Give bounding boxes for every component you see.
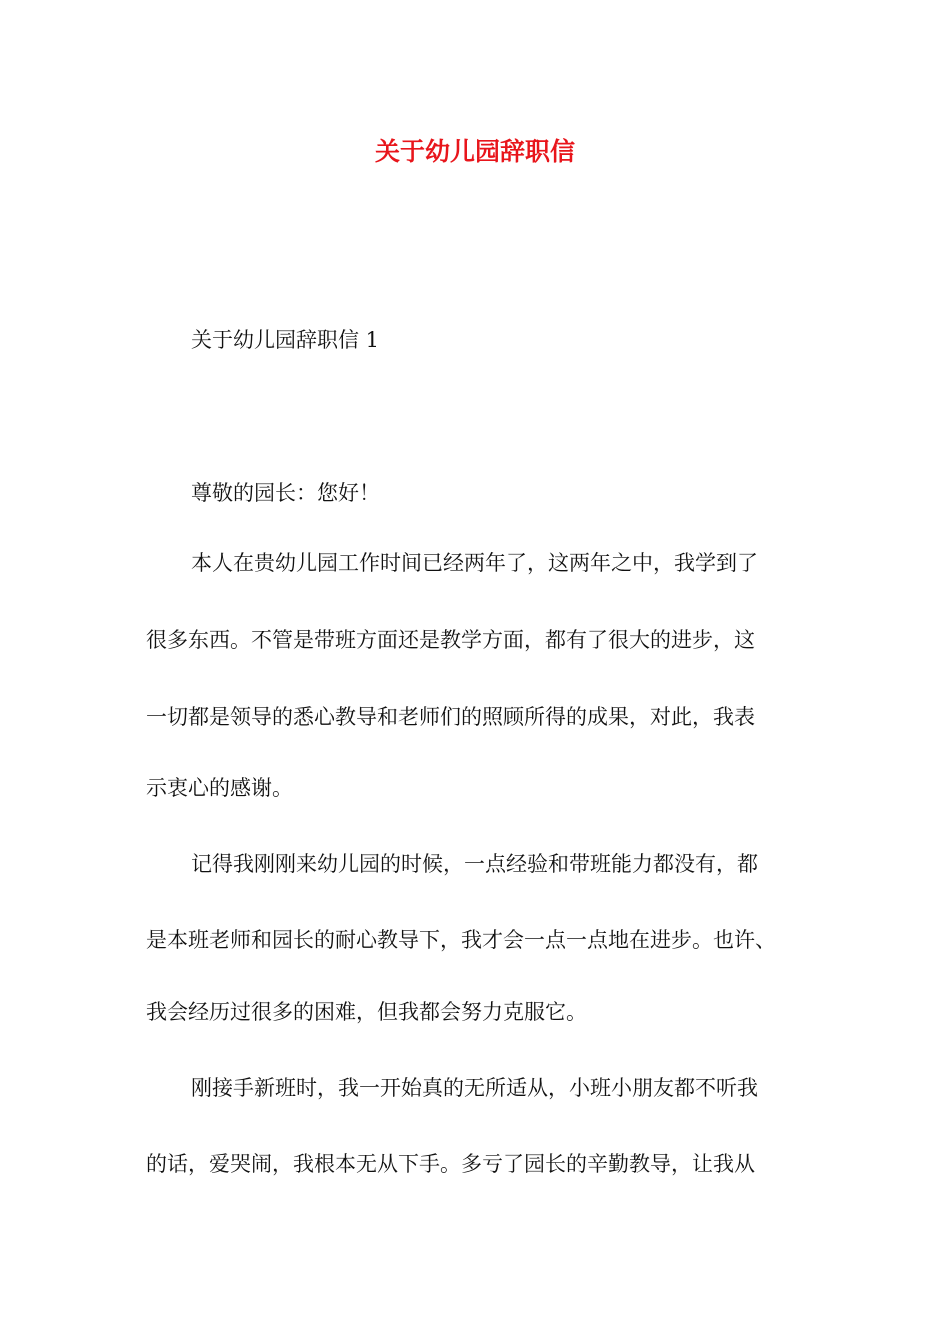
paragraph-line: 很多东西。不管是带班方面还是教学方面，都有了很大的进步，这 — [146, 628, 755, 652]
paragraph-line: 刚接手新班时，我一开始真的无所适从，小班小朋友都不听我 — [191, 1076, 758, 1100]
paragraph-line: 示衷心的感谢。 — [146, 776, 293, 800]
paragraph-line: 一切都是领导的悉心教导和老师们的照顾所得的成果，对此，我表 — [146, 705, 755, 729]
document-title: 关于幼儿园辞职信 — [374, 137, 575, 166]
paragraph-line: 我会经历过很多的困难，但我都会努力克服它。 — [146, 1000, 587, 1024]
paragraph-line: 记得我刚刚来幼儿园的时候，一点经验和带班能力都没有，都 — [191, 852, 758, 876]
paragraph-line: 的话，爱哭闹，我根本无从下手。多亏了园长的辛勤教导，让我从 — [146, 1152, 755, 1176]
letter-heading: 关于幼儿园辞职信 1 — [191, 328, 380, 352]
paragraph-line: 本人在贵幼儿园工作时间已经两年了，这两年之中，我学到了 — [191, 551, 758, 575]
greeting: 尊敬的园长：您好！ — [191, 481, 380, 505]
paragraph-line: 是本班老师和园长的耐心教导下，我才会一点一点地在进步。也许、 — [146, 928, 776, 952]
